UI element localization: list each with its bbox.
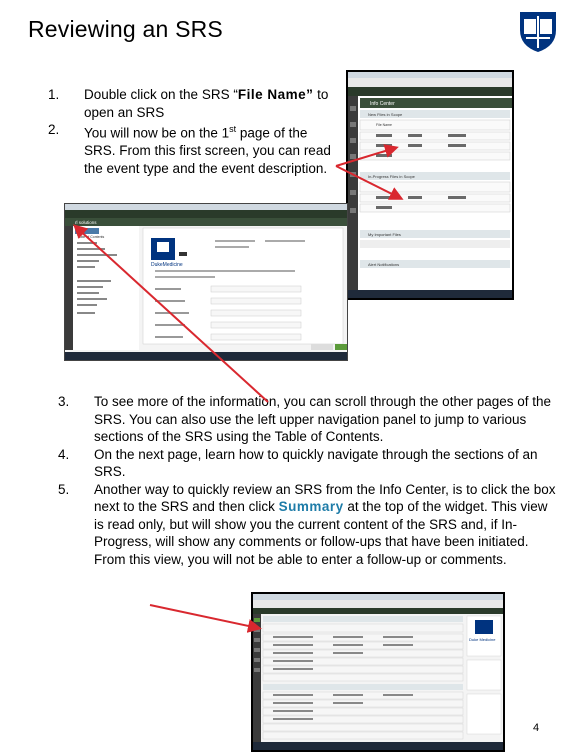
org-logo-text: Duke Medicine: [469, 637, 496, 642]
step-text: Another way to quickly review an SRS from the Info Center, is to click the box next to the SRS and then click: [94, 481, 556, 514]
step-2: [48, 121, 338, 177]
step-text: page of the SRS. From this first screen, you can read the event type and the event description.: [84, 125, 331, 176]
brand-label: rl solutions: [75, 220, 97, 225]
page-number: 4: [533, 722, 540, 734]
step-text: Double click on the SRS “: [84, 87, 238, 102]
org-logo-text: DukeMedicine: [151, 262, 183, 268]
srs-first-page-screenshot: [64, 203, 348, 361]
steps-bottom-list: [58, 393, 558, 568]
section-alerts: Alert Notifications: [368, 262, 400, 267]
step-4: [58, 446, 558, 481]
step-3: [58, 393, 558, 446]
toc-label: Table of Contents: [77, 235, 105, 239]
section-important-files: My Important Files: [368, 232, 401, 237]
superscript: st: [229, 124, 237, 134]
step-number: 2.: [48, 122, 60, 137]
step-5: [58, 481, 558, 569]
section-new-files: New Files in Scope: [368, 112, 403, 117]
file-name-emphasis: File Name”: [237, 87, 314, 102]
step-text: On the next page, learn how to quickly navigate through the sections of an SRS.: [94, 446, 538, 479]
steps-top-list: [48, 86, 338, 177]
duke-shield-logo-icon: [516, 10, 560, 54]
step-text: To see more of the information, you can scroll through the other pages of the SRS. You can also use the left upper navigation panel to jump to various sections of the SRS using the Table of Contents.: [94, 394, 552, 444]
info-center-header: Info Center: [370, 101, 395, 107]
column-file-name: File Name: [376, 123, 392, 127]
summary-keyword: Summary: [278, 499, 344, 514]
info-center-screenshot: [346, 70, 514, 300]
summary-view-screenshot: [251, 592, 505, 752]
step-1: [48, 86, 338, 121]
step-text: to open an SRS: [84, 87, 329, 120]
step-text: at the top of the widget. This view is read only, but will show you the current content of the SRS and, if In-Progress, will show any comments or follow-ups that have been initiated. From this view, you will not be able to enter a follow-up or comments.: [94, 499, 548, 567]
arrow-to-summary: [150, 605, 258, 628]
step-number: 1.: [48, 87, 60, 102]
step-number: 4.: [58, 446, 70, 462]
step-number: 3.: [58, 394, 70, 409]
step-number: 5.: [58, 481, 70, 497]
section-in-progress: In-Progress Files in Scope: [368, 174, 415, 179]
step-text: You will now be on the 1: [84, 125, 230, 141]
page-title: Reviewing an SRS: [28, 16, 223, 42]
